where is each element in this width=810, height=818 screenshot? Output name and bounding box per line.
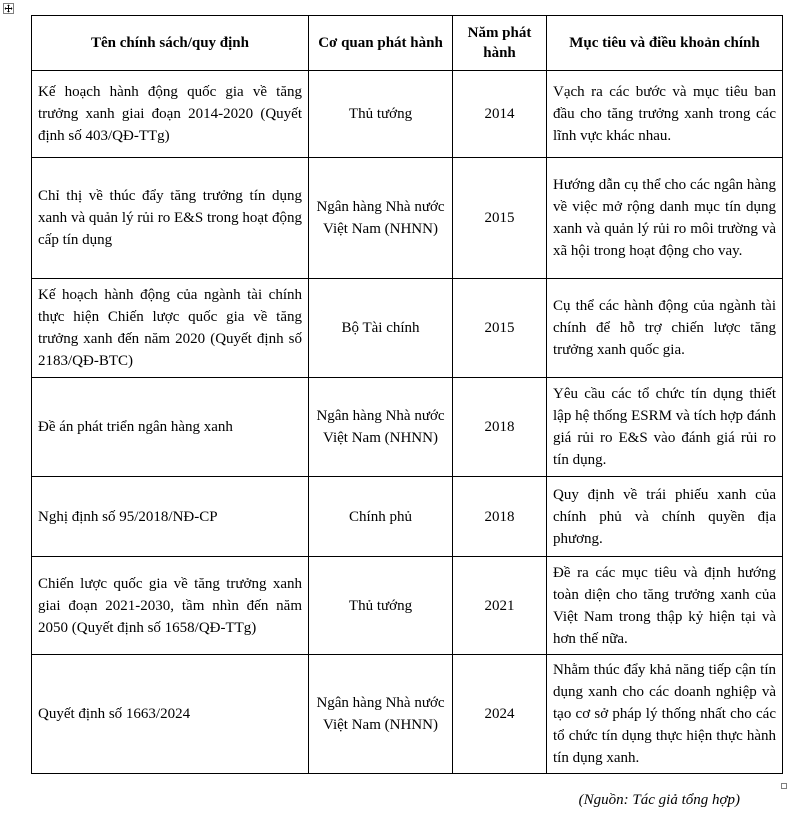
issue-year-cell: 2018 [453,477,547,557]
issue-year-cell: 2021 [453,557,547,655]
table-header-row [32,16,783,71]
main-goals-cell: Quy định về trái phiếu xanh của chính phủ và chính quyền địa phương. [547,477,783,557]
main-goals-cell: Đề ra các mục tiêu và định hướng toàn diện cho tăng trưởng xanh của Việt Nam trong thập kỷ hiện tại và hơn thế nữa. [547,557,783,655]
table-row [32,477,783,557]
move-arrows-icon [4,4,13,13]
header-policy-name: Tên chính sách/quy định [32,16,309,71]
policy-name-cell: Nghị định số 95/2018/NĐ-CP [32,477,309,557]
table-row [32,158,783,279]
header-issue-year: Năm phát hành [453,16,547,71]
issue-year-cell: 2024 [453,655,547,774]
table-row [32,279,783,378]
policy-name-cell: Kế hoạch hành động quốc gia về tăng trưởng xanh giai đoạn 2014-2020 (Quyết định số 403/QĐ-TTg) [32,71,309,158]
policy-name-cell: Quyết định số 1663/2024 [32,655,309,774]
table-resize-handle-icon[interactable] [781,783,787,789]
policy-name-cell: Kế hoạch hành động của ngành tài chính thực hiện Chiến lược quốc gia về tăng trưởng xanh đến năm 2020 (Quyết định số 2183/QĐ-BTC) [32,279,309,378]
header-issuing-agency: Cơ quan phát hành [309,16,453,71]
issue-year-cell: 2018 [453,378,547,477]
table-row [32,71,783,158]
issuing-agency-cell: Chính phủ [309,477,453,557]
issue-year-cell: 2014 [453,71,547,158]
main-goals-cell: Hướng dẫn cụ thể cho các ngân hàng về việc mở rộng danh mục tín dụng xanh và quản lý rủi ro môi trường và xã hội trong hoạt động cho vay. [547,158,783,279]
main-goals-cell: Yêu cầu các tổ chức tín dụng thiết lập hệ thống ESRM và tích hợp đánh giá rủi ro E&S vào đánh giá rủi ro tín dụng. [547,378,783,477]
issue-year-cell: 2015 [453,158,547,279]
policy-name-cell: Chỉ thị về thúc đẩy tăng trưởng tín dụng xanh và quản lý rủi ro E&S trong hoạt động cấp tín dụng [32,158,309,279]
table-move-handle-icon[interactable] [3,3,14,14]
table-row [32,557,783,655]
main-goals-cell: Vạch ra các bước và mục tiêu ban đầu cho tăng trưởng xanh trong các lĩnh vực khác nhau. [547,71,783,158]
issuing-agency-cell: Thủ tướng [309,557,453,655]
policy-table [31,15,783,774]
table-row [32,655,783,774]
issuing-agency-cell: Ngân hàng Nhà nước Việt Nam (NHNN) [309,378,453,477]
table-row [32,378,783,477]
issuing-agency-cell: Ngân hàng Nhà nước Việt Nam (NHNN) [309,158,453,279]
policy-name-cell: Đề án phát triển ngân hàng xanh [32,378,309,477]
main-goals-cell: Cụ thể các hành động của ngành tài chính để hỗ trợ chiến lược tăng trưởng xanh quốc gia. [547,279,783,378]
issuing-agency-cell: Ngân hàng Nhà nước Việt Nam (NHNN) [309,655,453,774]
issuing-agency-cell: Bộ Tài chính [309,279,453,378]
header-main-goals: Mục tiêu và điều khoản chính [547,16,783,71]
issuing-agency-cell: Thủ tướng [309,71,453,158]
issue-year-cell: 2015 [453,279,547,378]
policy-name-cell: Chiến lược quốc gia về tăng trưởng xanh giai đoạn 2021-2030, tầm nhìn đến năm 2050 (Quyết định số 1658/QĐ-TTg) [32,557,309,655]
source-note: (Nguồn: Tác giả tổng hợp) [578,792,740,808]
main-goals-cell: Nhằm thúc đẩy khả năng tiếp cận tín dụng xanh cho các doanh nghiệp và tạo cơ sở pháp lý thống nhất cho các tổ chức tín dụng thực hiện thực hành tín dụng xanh. [547,655,783,774]
